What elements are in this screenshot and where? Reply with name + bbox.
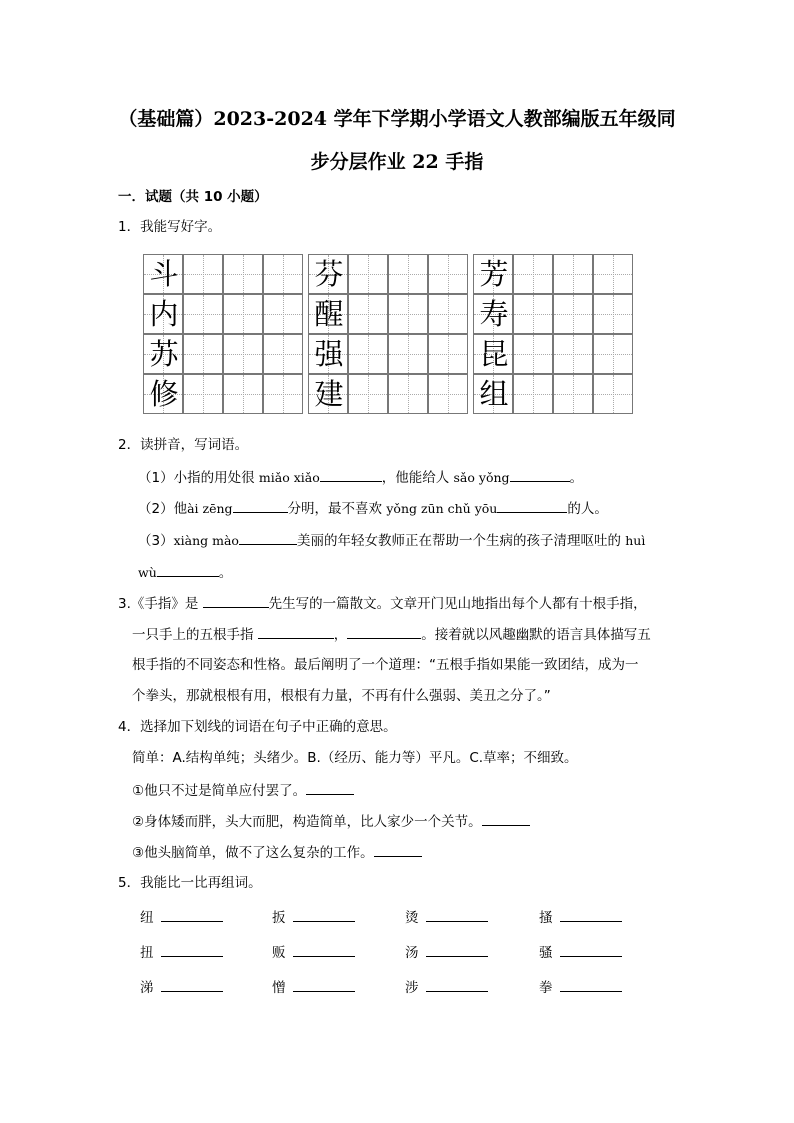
q5-blank[interactable] (293, 978, 355, 992)
model-char-cell (308, 294, 348, 334)
practice-cell[interactable] (553, 374, 593, 414)
q1-prompt: 1．我能写好字。 (118, 219, 222, 235)
doc-title-line1: （基础篇）2023-2024 学年下学期小学语文人教部编版五年级同 (118, 108, 676, 130)
q5-blank[interactable] (293, 908, 355, 922)
q5-blank[interactable] (161, 908, 223, 922)
practice-cell[interactable] (223, 334, 263, 374)
q5-char: 搔 (539, 910, 553, 926)
q2-s2-text-a: （2）他 (138, 501, 188, 517)
q3-text-1a: 3.《手指》是 (118, 596, 203, 612)
q4-item-2 (132, 812, 530, 831)
q3-blank-1[interactable] (203, 594, 269, 608)
q2-s3-blank-1[interactable] (239, 531, 297, 545)
q5-char: 汤 (405, 945, 419, 961)
q2-s1-blank-1[interactable] (320, 468, 382, 482)
model-char: 芬 (314, 257, 344, 291)
practice-cell[interactable] (553, 254, 593, 294)
model-char: 斗 (149, 257, 179, 291)
q5-word-item (140, 906, 223, 926)
practice-cell[interactable] (513, 374, 553, 414)
practice-cell[interactable] (183, 374, 223, 414)
q5-word-item (539, 906, 622, 926)
q2-s3-text-c: 。 (218, 565, 233, 581)
q5-char: 扳 (272, 910, 286, 926)
practice-cell[interactable] (263, 254, 303, 294)
q5-blank[interactable] (560, 908, 622, 922)
practice-cell[interactable] (223, 374, 263, 414)
model-char-cell (143, 294, 183, 334)
model-char: 组 (479, 377, 509, 411)
q5-char: 贩 (272, 945, 286, 961)
practice-cell[interactable] (388, 254, 428, 294)
practice-cell[interactable] (388, 334, 428, 374)
practice-cell[interactable] (428, 254, 468, 294)
q5-word-item (140, 976, 223, 996)
q2-s3-pinyin-2b: wù (138, 565, 157, 580)
practice-cell[interactable] (428, 374, 468, 414)
q2-s1-blank-2[interactable] (510, 468, 570, 482)
q4-item-1-blank[interactable] (306, 781, 354, 795)
q5-char: 纽 (140, 910, 154, 926)
model-char: 寿 (479, 297, 509, 331)
q5-char: 拳 (539, 980, 553, 996)
q4-item-2-blank[interactable] (482, 812, 530, 826)
model-char: 修 (149, 377, 179, 411)
model-char-cell (308, 374, 348, 414)
model-char-cell (473, 254, 513, 294)
q5-char: 烫 (405, 910, 419, 926)
q2-prompt: 2．读拼音，写词语。 (118, 437, 249, 453)
model-char: 强 (314, 337, 344, 371)
q5-char: 涉 (405, 980, 419, 996)
practice-cell[interactable] (348, 294, 388, 334)
q4-item-1-text: ①他只不过是简单应付罢了。 (132, 783, 307, 799)
model-char-cell (308, 254, 348, 294)
model-char: 昆 (479, 337, 509, 371)
practice-cell[interactable] (183, 334, 223, 374)
q5-word-item (272, 906, 355, 926)
q3-text-2b: ， (333, 627, 348, 643)
model-char-cell (143, 374, 183, 414)
practice-cell[interactable] (223, 294, 263, 334)
practice-cell[interactable] (388, 294, 428, 334)
practice-cell[interactable] (428, 294, 468, 334)
section-heading: 一．试题（共 10 小题） (118, 189, 268, 205)
model-char: 苏 (149, 337, 179, 371)
q2-s1-text-a: （1）小指的用处很 (138, 470, 259, 486)
q2-s2-pinyin-2: yǒng zūn chǔ yōu (386, 501, 498, 516)
q5-char: 扭 (140, 945, 154, 961)
q4-prompt: 4．选择加下划线的词语在句子中正确的意思。 (118, 719, 397, 735)
model-char: 建 (314, 377, 344, 411)
practice-cell[interactable] (183, 294, 223, 334)
practice-cell[interactable] (513, 334, 553, 374)
model-char-cell (308, 334, 348, 374)
practice-cell[interactable] (553, 334, 593, 374)
q5-blank[interactable] (161, 943, 223, 957)
q5-blank[interactable] (560, 943, 622, 957)
q4-item-3-text: ③他头脑简单，做不了这么复杂的工作。 (132, 845, 374, 861)
q5-word-item (405, 906, 488, 926)
model-char: 内 (149, 297, 179, 331)
practice-cell[interactable] (513, 254, 553, 294)
practice-cell[interactable] (593, 334, 633, 374)
q2-s1-text-c: 。 (569, 470, 584, 486)
q5-char: 骚 (539, 945, 553, 961)
practice-cell[interactable] (348, 334, 388, 374)
q2-sentence-1 (138, 468, 583, 487)
q3-blank-2[interactable] (258, 625, 334, 639)
q4-item-3-blank[interactable] (374, 843, 422, 857)
q2-s2-blank-1[interactable] (233, 499, 288, 513)
q4-definition: 简单：A.结构单纯；头绪少。B.（经历、能力等）平凡。C.草率；不细致。 (132, 750, 578, 766)
q5-word-item (405, 941, 488, 961)
q2-s2-text-c: 的人。 (567, 501, 608, 517)
model-char-cell (143, 334, 183, 374)
practice-cell[interactable] (183, 254, 223, 294)
practice-cell[interactable] (263, 374, 303, 414)
q2-s3-pinyin-1: xiàng mào (173, 533, 239, 548)
practice-cell[interactable] (388, 374, 428, 414)
model-char-cell (143, 254, 183, 294)
q2-s3-pinyin-2a: huì (625, 533, 646, 548)
q2-s3-blank-2[interactable] (157, 563, 219, 577)
q3-text-1b: 先生写的一篇散文。文章开门见山地指出每个人都有十根手指， (268, 596, 647, 612)
model-char: 醒 (314, 297, 344, 331)
practice-cell[interactable] (593, 254, 633, 294)
practice-cell[interactable] (553, 294, 593, 334)
q2-s1-pinyin-2: sǎo yǒng (453, 470, 510, 485)
writing-grid (143, 250, 633, 418)
practice-cell[interactable] (593, 374, 633, 414)
model-char-cell (473, 334, 513, 374)
q3-line-4: 个拳头，那就根根有用，根根有力量，不再有什么强弱、美丑之分了。” (132, 688, 551, 704)
practice-cell[interactable] (223, 254, 263, 294)
doc-title-line2: 步分层作业 22 手指 (310, 151, 484, 173)
practice-cell[interactable] (263, 334, 303, 374)
q5-blank[interactable] (293, 943, 355, 957)
q5-char: 憎 (272, 980, 286, 996)
q5-word-item (405, 976, 488, 996)
q2-s1-pinyin-1: miǎo xiǎo (258, 470, 320, 485)
q2-sentence-2 (138, 499, 608, 518)
q5-word-item (272, 941, 355, 961)
q5-word-item (272, 976, 355, 996)
model-char: 芳 (479, 257, 509, 291)
q2-s3-text-b: 美丽的年轻女教师正在帮助一个生病的孩子清理呕吐的 (296, 533, 626, 549)
q5-word-item (140, 941, 223, 961)
practice-cell[interactable] (428, 334, 468, 374)
q2-sentence-3-cont (138, 563, 232, 582)
practice-cell[interactable] (348, 374, 388, 414)
q5-blank[interactable] (426, 908, 488, 922)
q4-item-3 (132, 843, 422, 862)
q5-blank[interactable] (560, 978, 622, 992)
practice-cell[interactable] (263, 294, 303, 334)
q5-blank[interactable] (426, 978, 488, 992)
model-char-cell (473, 374, 513, 414)
q2-sentence-3 (138, 531, 645, 550)
q5-blank[interactable] (426, 943, 488, 957)
model-char-cell (473, 294, 513, 334)
q2-s2-text-b: 分明，最不喜欢 (287, 501, 387, 517)
q5-blank[interactable] (161, 978, 223, 992)
q3-blank-3[interactable] (347, 625, 421, 639)
q4-item-2-text: ②身体矮而胖，头大而肥，构造简单，比人家少一个关节。 (132, 814, 482, 830)
q5-char: 涕 (140, 980, 154, 996)
q3-text-2a: 一只手上的五根手指 (132, 627, 258, 643)
q2-s2-pinyin-1: ài zēng (187, 501, 233, 516)
q2-s3-text-a: （3） (138, 533, 174, 549)
q5-word-item (539, 976, 622, 996)
q2-s2-blank-2[interactable] (497, 499, 567, 513)
q3-text-2c: 。接着就以风趣幽默的语言具体描写五 (421, 627, 651, 643)
q5-word-item (539, 941, 622, 961)
practice-cell[interactable] (513, 294, 553, 334)
practice-cell[interactable] (348, 254, 388, 294)
q3-line-2 (132, 625, 651, 644)
q3-line-3: 根手指的不同姿态和性格。最后阐明了一个道理：“五根手指如果能一致团结，成为一 (132, 657, 639, 673)
q2-s1-text-b: ，他能给人 (381, 470, 454, 486)
q5-prompt: 5．我能比一比再组词。 (118, 875, 262, 891)
q4-item-1 (132, 781, 354, 800)
practice-cell[interactable] (593, 294, 633, 334)
q3-line-1 (118, 594, 647, 613)
